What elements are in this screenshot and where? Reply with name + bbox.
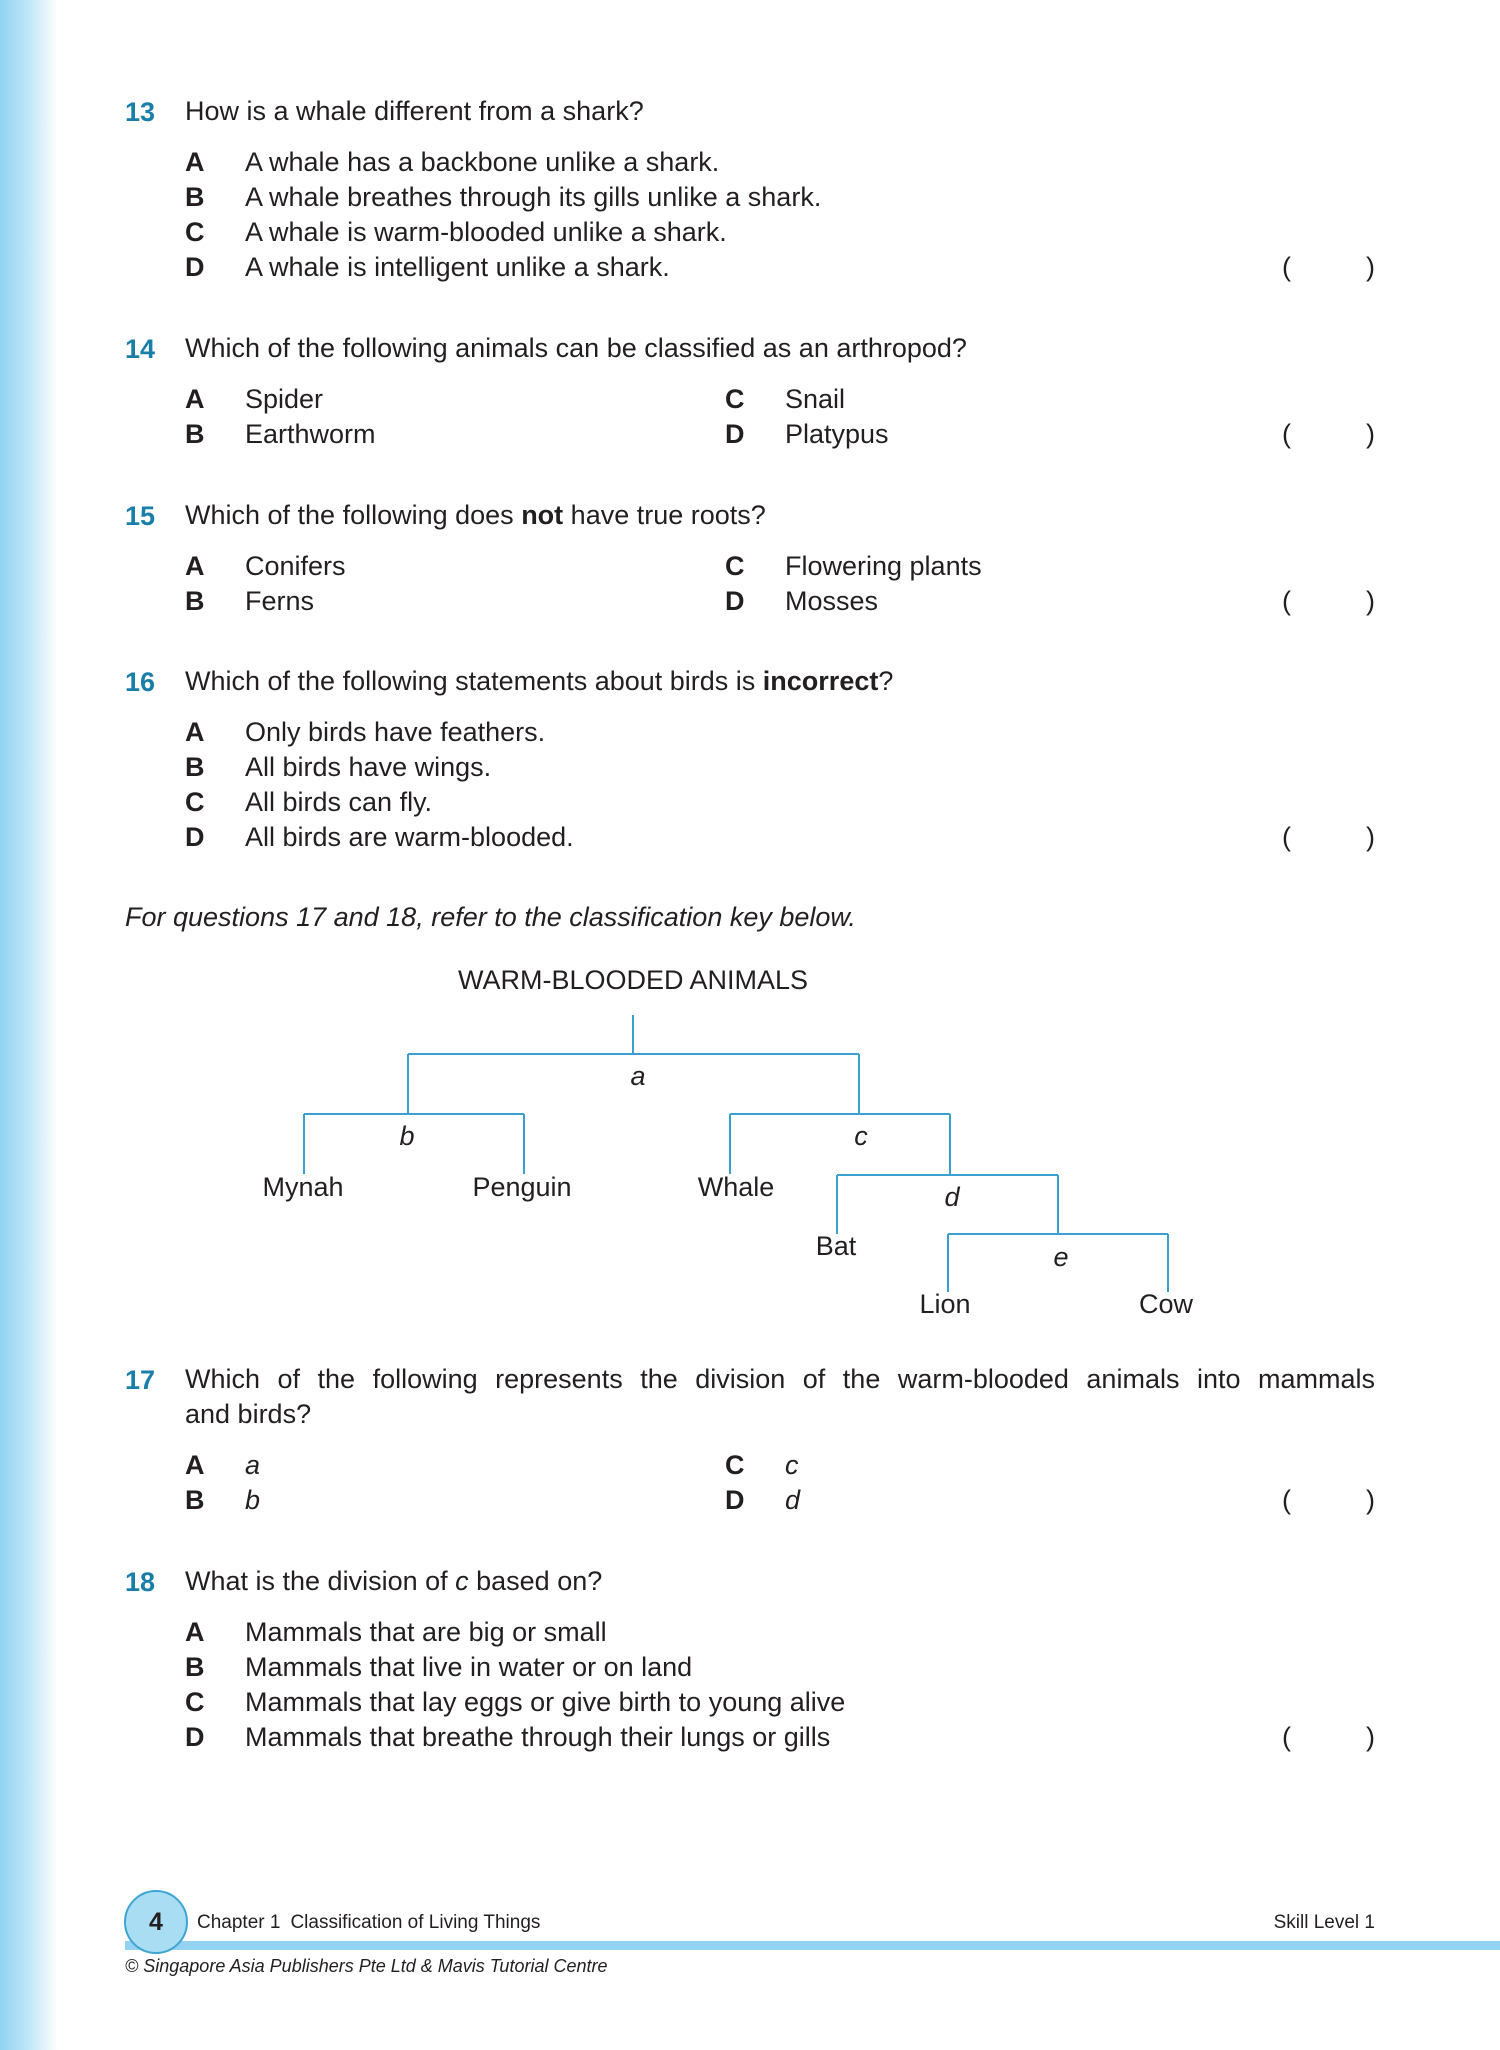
option-a[interactable]: A A whale has a backbone unlike a shark.	[185, 147, 720, 177]
option-a-text[interactable]: Conifers	[245, 551, 346, 581]
question-number: 16	[125, 667, 156, 697]
options-list	[185, 715, 1375, 855]
options-list	[185, 1448, 1375, 1518]
option-row	[185, 382, 1375, 417]
answer-bracket[interactable]: ( )	[1282, 419, 1375, 449]
option-row	[185, 549, 1375, 584]
question-number: 15	[125, 501, 156, 531]
options-list	[185, 382, 1375, 452]
node-label-d: d	[944, 1182, 960, 1212]
question-16	[125, 664, 1375, 855]
option-d[interactable]: D Mammals that breathe through their lungs or gills	[185, 1722, 831, 1752]
option-a-letter[interactable]: A	[185, 1450, 205, 1480]
option-a-letter[interactable]: A	[185, 551, 205, 581]
question-18	[125, 1564, 1375, 1755]
option-b-text[interactable]: Earthworm	[245, 419, 376, 449]
key-labels	[262, 965, 1193, 1319]
option-c-letter[interactable]: C	[725, 384, 745, 414]
options-list	[185, 145, 1375, 285]
leaf-penguin: Penguin	[472, 1172, 572, 1202]
question-text	[185, 1362, 1375, 1432]
option-a-letter[interactable]: A	[185, 384, 205, 414]
leaf-whale: Whale	[697, 1172, 775, 1202]
option-a-text[interactable]: Spider	[245, 384, 324, 414]
option-row	[185, 1448, 1375, 1483]
question-14	[125, 331, 1375, 452]
option-c-text[interactable]: Snail	[785, 384, 846, 414]
chapter-title: Classification of Living Things	[290, 1912, 541, 1933]
option-d-text[interactable]: Platypus	[785, 419, 889, 449]
node-label-c: c	[854, 1121, 868, 1151]
chapter-number: Chapter 1	[197, 1912, 281, 1933]
page-number: 4	[124, 1890, 188, 1954]
option-d[interactable]: D All birds are warm-blooded.	[185, 822, 574, 852]
leaf-bat: Bat	[815, 1231, 857, 1261]
option-a[interactable]: A Only birds have feathers.	[185, 717, 546, 747]
option-c-text[interactable]: c	[785, 1450, 799, 1480]
option-row	[185, 417, 1375, 452]
chapter-label	[197, 1912, 540, 1934]
question-text: Which of the following does not have true roots?	[185, 500, 766, 530]
question-text-line: and birds?	[185, 1399, 312, 1429]
option-d-letter[interactable]: D	[725, 1485, 745, 1515]
answer-bracket[interactable]: ( )	[1282, 1722, 1375, 1752]
emphasis-not: not	[521, 500, 564, 530]
option-b-text[interactable]: Ferns	[245, 586, 315, 616]
option-c-letter[interactable]: C	[725, 551, 745, 581]
leaf-mynah: Mynah	[262, 1172, 344, 1202]
option-d-letter[interactable]: D	[725, 419, 745, 449]
footer-rule	[125, 1941, 1500, 1950]
option-d-text[interactable]: d	[785, 1485, 801, 1515]
options-list	[185, 549, 1375, 619]
option-b[interactable]: B Mammals that live in water or on land	[185, 1652, 693, 1682]
answer-bracket[interactable]: ( )	[1282, 822, 1375, 852]
node-label-b: b	[399, 1121, 415, 1151]
emphasis-c: c	[455, 1566, 469, 1596]
question-number: 14	[125, 334, 156, 364]
key-lines	[304, 1015, 1168, 1292]
question-number: 17	[125, 1365, 156, 1395]
leaf-lion: Lion	[919, 1289, 971, 1319]
question-17	[125, 1362, 1375, 1518]
option-b-text[interactable]: b	[245, 1485, 261, 1515]
option-d-letter[interactable]: D	[725, 586, 745, 616]
option-b-letter[interactable]: B	[185, 1485, 205, 1515]
classification-key-diagram	[0, 950, 1500, 1330]
option-b-letter[interactable]: B	[185, 419, 205, 449]
key-title: WARM-BLOODED ANIMALS	[457, 965, 809, 995]
instruction-text: For questions 17 and 18, refer to the classification key below.	[125, 902, 856, 932]
question-number: 13	[125, 97, 156, 127]
option-row	[185, 1483, 1375, 1518]
option-c[interactable]: C All birds can fly.	[185, 787, 433, 817]
question-number: 18	[125, 1567, 156, 1597]
node-label-a: a	[630, 1061, 646, 1091]
option-a-text[interactable]: a	[245, 1450, 261, 1480]
option-c[interactable]: C Mammals that lay eggs or give birth to young alive	[185, 1687, 846, 1717]
question-text-line: Which of the following represents the division of the warm-blooded animals into mammals	[185, 1364, 1375, 1394]
option-d-text[interactable]: Mosses	[785, 586, 879, 616]
question-text: What is the division of c based on?	[185, 1566, 603, 1596]
emphasis-incorrect: incorrect	[762, 666, 879, 696]
question-text: Which of the following statements about birds is incorrect?	[185, 666, 894, 696]
answer-bracket[interactable]: ( )	[1282, 252, 1375, 282]
options-list	[185, 1615, 1375, 1755]
option-c-letter[interactable]: C	[725, 1450, 745, 1480]
leaf-cow: Cow	[1138, 1289, 1194, 1319]
option-c-text[interactable]: Flowering plants	[785, 551, 982, 581]
option-a[interactable]: A Mammals that are big or small	[185, 1617, 607, 1647]
question-text: Which of the following animals can be classified as an arthropod?	[185, 333, 967, 363]
answer-bracket[interactable]: ( )	[1282, 1485, 1375, 1515]
question-text: How is a whale different from a shark?	[185, 96, 644, 126]
option-b[interactable]: B A whale breathes through its gills unlike a shark.	[185, 182, 822, 212]
option-d[interactable]: D A whale is intelligent unlike a shark.	[185, 252, 670, 282]
option-b[interactable]: B All birds have wings.	[185, 752, 492, 782]
question-15	[125, 498, 1375, 619]
option-c[interactable]: C A whale is warm-blooded unlike a shark.	[185, 217, 727, 247]
option-b-letter[interactable]: B	[185, 586, 205, 616]
node-label-e: e	[1053, 1242, 1069, 1272]
skill-level: Skill Level 1	[1273, 1912, 1375, 1933]
answer-bracket[interactable]: ( )	[1282, 586, 1375, 616]
copyright-notice: © Singapore Asia Publishers Pte Ltd & Mavis Tutorial Centre	[125, 1956, 608, 1976]
question-13	[125, 94, 1375, 285]
option-row	[185, 584, 1375, 619]
